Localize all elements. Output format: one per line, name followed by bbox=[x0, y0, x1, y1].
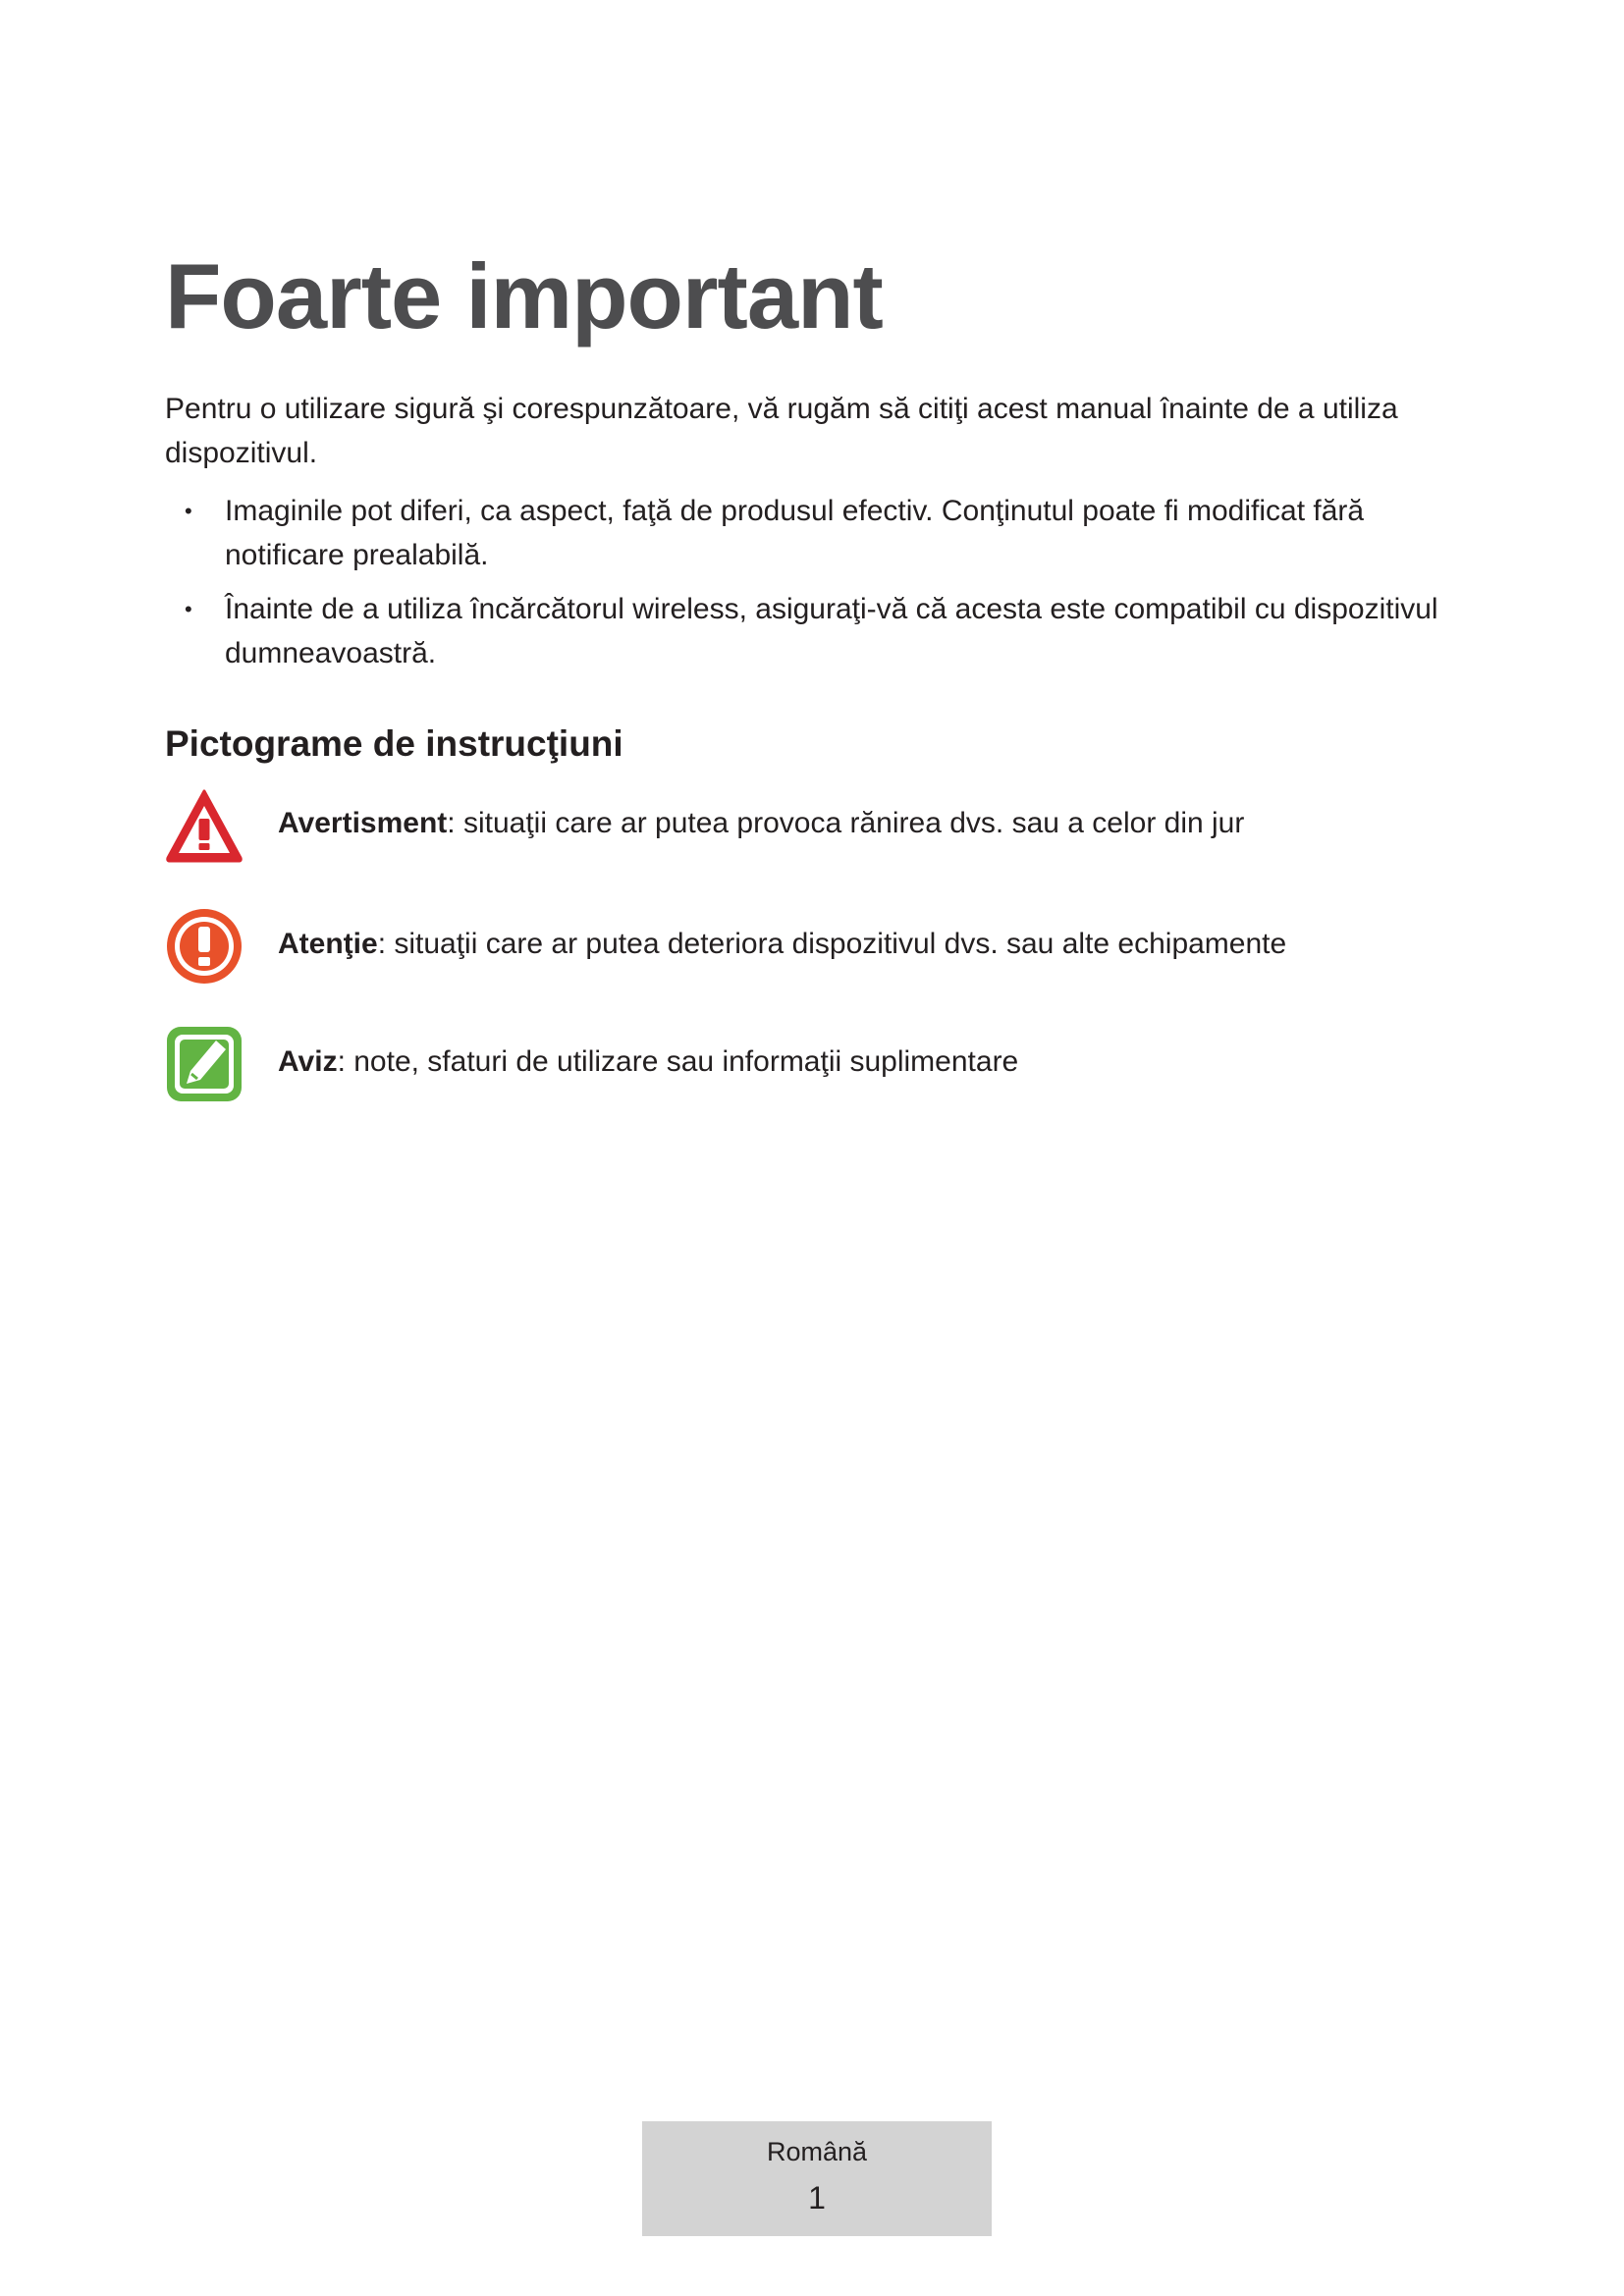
list-item bbox=[165, 587, 1471, 675]
list-item bbox=[165, 489, 1471, 577]
caution-circle-icon bbox=[165, 907, 244, 986]
caution-text: : situaţii care ar putea deteriora dispozitivul dvs. sau alte echipamente bbox=[377, 928, 1287, 960]
section-heading: Pictograme de instrucţiuni bbox=[165, 723, 623, 764]
note-pencil-icon bbox=[165, 1025, 244, 1103]
warning-triangle-icon bbox=[165, 786, 244, 865]
list-item-text: Înainte de a utiliza încărcătorul wireless, asiguraţi-vă că acesta este compatibil cu dispozitivul dumneavoastră. bbox=[225, 593, 1438, 669]
page-number: 1 bbox=[808, 2180, 826, 2216]
note-description bbox=[278, 1042, 1018, 1082]
caution-description bbox=[278, 925, 1286, 964]
notes-list bbox=[165, 489, 1471, 685]
page-title: Foarte important bbox=[165, 244, 883, 347]
caution-row bbox=[165, 907, 1490, 986]
footer-language: Română bbox=[766, 2137, 868, 2166]
bullet-icon: • bbox=[185, 597, 192, 621]
intro-paragraph: Pentru o utilizare sigură şi corespunzătoare, vă rugăm să citiţi acest manual înainte de a utiliza dispozitivul. bbox=[165, 393, 1398, 469]
warning-description bbox=[278, 804, 1244, 843]
warning-text: : situaţii care ar putea provoca rănirea dvs. sau a celor din jur bbox=[447, 807, 1245, 839]
warning-term: Avertisment bbox=[278, 807, 448, 839]
caution-term: Atenţie bbox=[278, 928, 378, 960]
list-item-text: Imaginile pot diferi, ca aspect, faţă de produsul efectiv. Conţinutul poate fi modificat fără notificare prealabilă. bbox=[225, 495, 1365, 571]
bullet-icon: • bbox=[185, 499, 192, 523]
note-term: Aviz bbox=[278, 1045, 338, 1078]
note-text: : note, sfaturi de utilizare sau informaţii suplimentare bbox=[337, 1045, 1019, 1078]
note-row bbox=[165, 1025, 1490, 1103]
warning-row bbox=[165, 786, 1490, 865]
page-footer bbox=[642, 2121, 992, 2236]
